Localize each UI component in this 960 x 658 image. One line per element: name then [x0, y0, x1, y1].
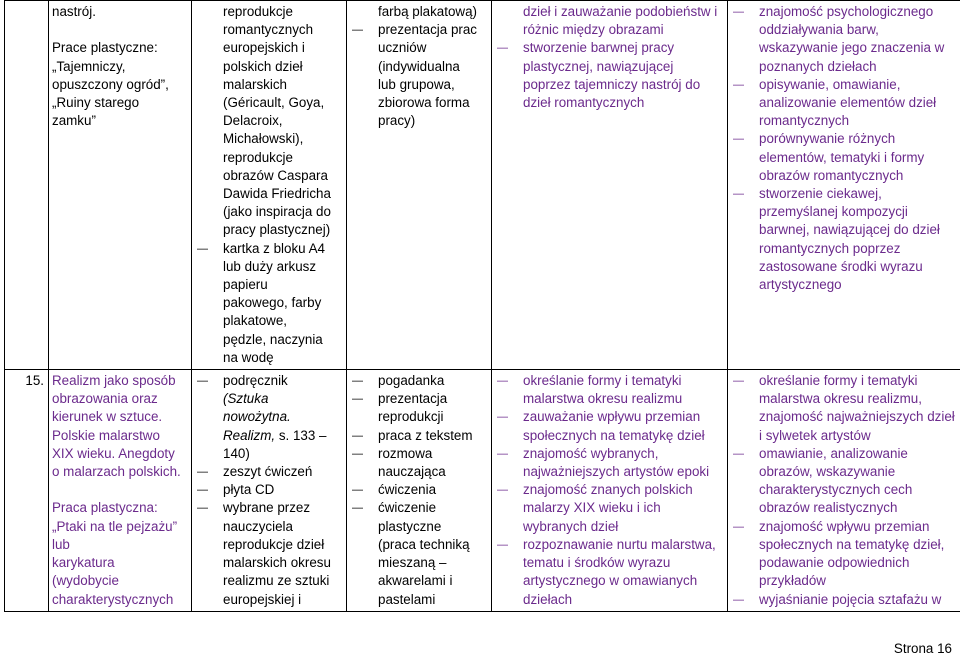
text-line: papieru [223, 277, 268, 293]
text-line: — wybrane przez [223, 500, 311, 516]
list-item [195, 372, 343, 463]
list-item [495, 481, 724, 536]
list-item [350, 372, 488, 390]
text-line: — określanie formy i tematyki [523, 373, 682, 389]
list-item [350, 21, 488, 130]
text-line: charakterystycznych [52, 591, 174, 607]
text-line: wybranych dzieł [523, 518, 619, 534]
text-line: — zeszyt ćwiczeń [223, 464, 313, 480]
text-line: nauczyciela [223, 518, 293, 534]
text-line: plakatowe, [223, 313, 288, 329]
text-line: dziełach [523, 591, 573, 607]
text-line: lub [52, 536, 70, 552]
text-line: 140) [223, 445, 250, 461]
text-line: obrazów Caspara [223, 167, 328, 183]
list-item [731, 76, 957, 131]
text-line: obrazów realistycznych [759, 500, 898, 516]
text-line: — znajomość psychologicznego [759, 4, 934, 19]
text-line: — płyta CD [223, 482, 275, 498]
table-row [5, 370, 960, 612]
text-line: zbiorowa forma [378, 95, 470, 111]
methods-continued [350, 3, 488, 21]
text-line: malarskich okresu [223, 555, 331, 571]
text-line: „Ptaki na tle pejzażu” [52, 518, 178, 534]
text-line: o malarzach polskich. [52, 464, 181, 480]
text-line: lub duży arkusz [223, 258, 317, 274]
text-line: akwarelami i [378, 573, 453, 589]
activities-continued [495, 3, 724, 39]
text-line: realizmu ze sztuki [223, 573, 330, 589]
text-line: polskich dzieł [223, 58, 303, 74]
text-line: społecznych na tematykę dzieł [523, 427, 705, 443]
materials-cell [192, 370, 347, 612]
lesson-number-cell: 15. [5, 370, 49, 612]
materials-list [195, 240, 343, 367]
text-line: społecznych na tematykę dzieł, [759, 536, 945, 552]
list-item [495, 372, 724, 408]
text-line: malarzy XIX wieku i ich [523, 500, 661, 516]
text-line: Realizm, s. 133 – [223, 427, 327, 443]
text-line: reprodukcje [223, 149, 293, 165]
outcomes-cell [728, 370, 960, 612]
text-line: (Sztuka [223, 391, 269, 407]
text-line: Realizm jako sposób [52, 373, 176, 389]
text-line: opuszczony ogród”, [52, 76, 169, 92]
activities-list [495, 372, 724, 609]
text-line: artystycznego w omawianych [523, 573, 698, 589]
outcomes-list [731, 3, 957, 294]
text-line: malarstwa okresu realizmu [523, 391, 683, 407]
page-number: Strona 16 [893, 641, 952, 656]
text-line: — rozmowa [378, 445, 433, 461]
text-line: Polskie malarstwo [52, 427, 160, 443]
text-line: nauczająca [378, 464, 446, 480]
methods-cell [347, 370, 492, 612]
text-line: przemyślanej kompozycji [759, 204, 908, 220]
materials-continued [195, 3, 343, 240]
outcomes-list [731, 372, 957, 609]
text-line: charakterystycznych cech [759, 482, 913, 498]
text-line: pracy plastycznej) [223, 222, 331, 238]
text-line: plastycznej, nawiązującej [523, 58, 674, 74]
text-line: Praca plastyczna: [52, 500, 158, 516]
text-line: dzieł i zauważanie podobieństw i [523, 4, 718, 19]
list-item [350, 499, 488, 608]
text-line [52, 21, 188, 39]
list-item [350, 427, 488, 445]
text-line: barwnej, nawiązującej do dzieł [759, 222, 940, 238]
text-line: Prace plastyczne: [52, 40, 158, 56]
list-item [495, 445, 724, 481]
list-item [350, 481, 488, 499]
text-line: farbą plakatową) [378, 4, 477, 19]
text-line: Michałowski), [223, 131, 304, 147]
text-line: (indywidualna [378, 58, 460, 74]
text-line: europejskich i [223, 40, 305, 56]
text-line: — podręcznik [223, 373, 288, 389]
text-line: — stworzenie barwnej pracy [523, 40, 675, 56]
text-line: nowożytna. [223, 409, 291, 425]
text-line: — praca z tekstem [378, 427, 473, 443]
activities-list [495, 39, 724, 112]
list-item [731, 591, 957, 609]
text-line: analizowanie elementów dzieł [759, 95, 937, 111]
text-line: — znajomość wybranych, [523, 445, 659, 461]
text-line: reprodukcji [378, 409, 444, 425]
text-line: — znajomość znanych polskich [523, 482, 693, 498]
text-line: zastosowane środki wyrazu [759, 258, 923, 274]
text-line: „Ruiny starego [52, 95, 140, 111]
text-line: kierunek w sztuce. [52, 409, 163, 425]
text-line: — kartka z bloku A4 [223, 240, 325, 256]
list-item [350, 445, 488, 481]
materials-cell [192, 1, 347, 370]
text-line: różnic między obrazami [523, 22, 664, 38]
topic-cell [49, 370, 192, 612]
activities-cell [492, 370, 728, 612]
text-line: malarskich [223, 76, 287, 92]
list-item [495, 39, 724, 112]
text-line: obrazów romantycznych [759, 167, 904, 183]
list-item [731, 185, 957, 294]
text-line: reprodukcje [223, 4, 293, 19]
text-line: romantycznych [223, 22, 314, 38]
text-line: (wydobycie [52, 573, 119, 589]
text-line: Delacroix, [223, 113, 283, 129]
text-line: — porównywanie różnych [759, 131, 896, 147]
text-line: romantycznych poprzez [759, 240, 901, 256]
text-line: uczniów [378, 40, 427, 56]
text-line: dzieł romantycznych [523, 95, 645, 111]
text-line: znajomość najważniejszych dzieł [759, 409, 955, 425]
text-line: na wodę [223, 349, 274, 365]
topic-lines [52, 3, 188, 130]
text-line: Dawida Friedricha [223, 186, 331, 202]
text-line: wskazywanie jego znaczenia w [759, 40, 945, 56]
text-line: — określanie formy i tematyki [759, 373, 918, 389]
list-item [731, 130, 957, 185]
activities-cell [492, 1, 728, 370]
topic-cell [49, 1, 192, 370]
list-item [495, 408, 724, 444]
text-line: XIX wieku. Anegdoty [52, 445, 175, 461]
text-line: — prezentacja [378, 391, 448, 407]
text-line: mieszaną – [378, 555, 447, 571]
text-line: plastyczne [378, 518, 442, 534]
text-line: — stworzenie ciekawej, [759, 186, 882, 202]
methods-list [350, 372, 488, 609]
table-row [5, 1, 960, 370]
text-line: obrazowania oraz [52, 391, 158, 407]
text-line: — opisywanie, omawianie, [759, 76, 901, 92]
text-line: „Tajemniczy, [52, 58, 126, 74]
text-line: — ćwiczenie [378, 500, 437, 516]
text-line: — zauważanie wpływu przemian [523, 409, 701, 425]
text-line: — znajomość wpływu przemian [759, 518, 930, 534]
text-line: pędzle, naczynia [223, 331, 323, 347]
list-item [731, 3, 957, 76]
text-line: — ćwiczenia [378, 482, 437, 498]
text-line: artystycznego [759, 277, 842, 293]
text-line: pakowego, farby [223, 295, 322, 311]
text-line: karykatura [52, 555, 115, 571]
list-item [495, 536, 724, 609]
text-line: obrazów, wskazywanie [759, 464, 896, 480]
list-item [731, 445, 957, 518]
text-line: romantycznych [759, 113, 850, 129]
list-item [731, 372, 957, 445]
text-line: poprzez tajemniczy nastrój do [523, 76, 701, 92]
text-line: — rozpoznawanie nurtu malarstwa, [523, 536, 716, 552]
text-line: europejskiej i [223, 591, 302, 607]
text-line: zamku” [52, 113, 96, 129]
list-item [195, 240, 343, 367]
text-line: najważniejszych artystów epoki [523, 464, 710, 480]
text-line: tematu i środków wyrazu [523, 555, 671, 571]
materials-list [195, 372, 343, 609]
text-line: — wyjaśnianie pojęcia sztafażu w [759, 591, 942, 607]
list-item [195, 499, 343, 608]
list-item [195, 481, 343, 499]
list-item [195, 463, 343, 481]
text-line: pracy) [378, 113, 416, 129]
text-line: — omawianie, analizowanie [759, 445, 908, 461]
text-line: i sylwetek artystów [759, 427, 871, 443]
methods-list [350, 21, 488, 130]
lesson-number-cell [5, 1, 49, 370]
list-item [350, 390, 488, 426]
curriculum-table [4, 0, 960, 612]
text-line: oddziaływania barw, [759, 22, 879, 38]
text-line: (Géricault, Goya, [223, 95, 325, 111]
text-line: — pogadanka [378, 373, 445, 389]
text-line: nastrój. [52, 4, 96, 19]
text-line: elementów, tematyki i formy [759, 149, 925, 165]
outcomes-cell [728, 1, 960, 370]
topic-lines [52, 372, 188, 609]
text-line: lub grupowa, [378, 76, 455, 92]
text-line: (jako inspiracja do [223, 204, 331, 220]
list-item [731, 518, 957, 591]
methods-cell [347, 1, 492, 370]
text-line: przykładów [759, 573, 826, 589]
text-line: poznanych dziełach [759, 58, 877, 74]
text-line [52, 481, 188, 499]
text-line: podawanie odpowiednich [759, 555, 910, 571]
text-line: pastelami [378, 591, 436, 607]
text-line: malarstwa okresu realizmu, [759, 391, 922, 407]
text-line: (praca techniką [378, 536, 470, 552]
text-line: reprodukcje dzieł [223, 536, 325, 552]
text-line: — prezentacja prac [378, 22, 477, 38]
